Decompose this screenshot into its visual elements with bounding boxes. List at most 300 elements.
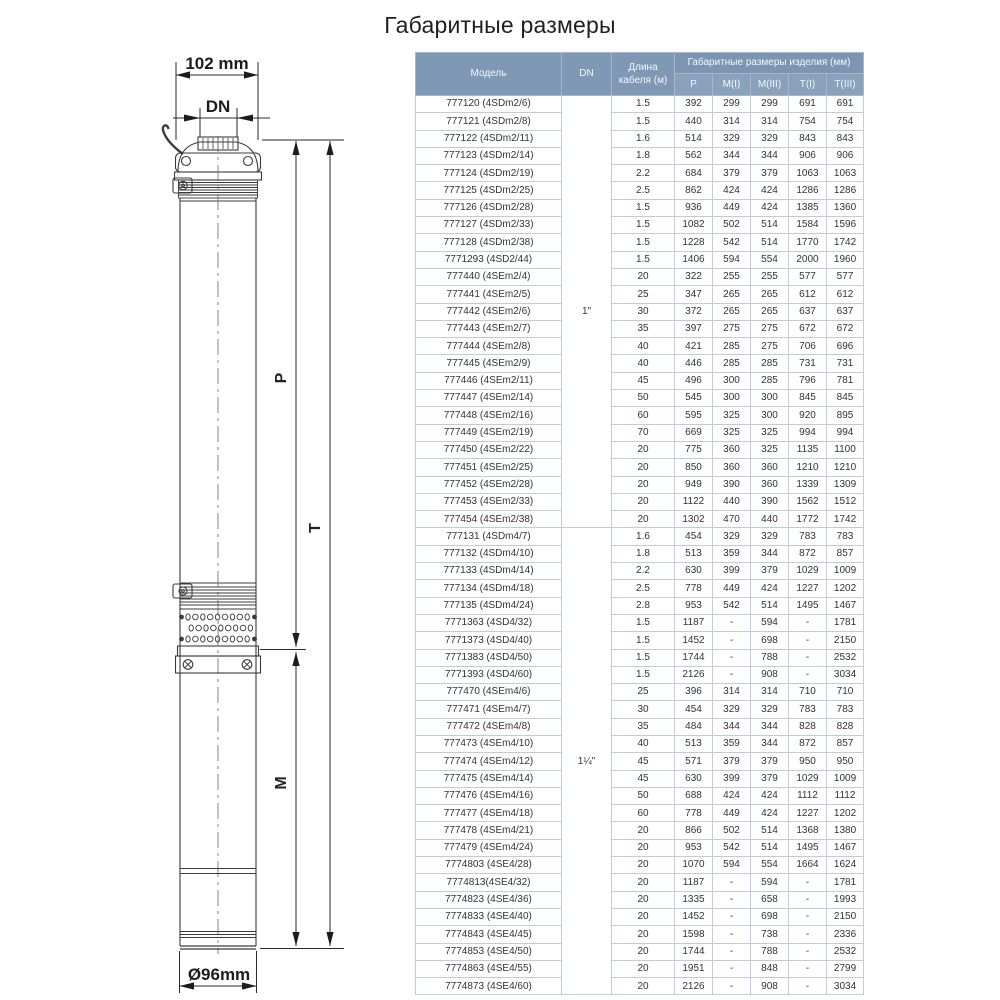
pump-diagram <box>120 40 360 1000</box>
dimension-cell: 594 <box>713 251 751 268</box>
dimension-cell: 637 <box>789 303 827 320</box>
screen-hole <box>230 636 234 642</box>
model-cell: 7771383 (4SD4/50) <box>416 649 562 666</box>
dimension-cell: 738 <box>751 926 789 943</box>
screen-hole <box>222 636 228 642</box>
table-row <box>416 822 864 839</box>
dimension-cell: 2000 <box>789 251 827 268</box>
dimension-cell: 379 <box>751 165 789 182</box>
dimension-cell: 778 <box>675 580 713 597</box>
dimension-cell: 344 <box>751 735 789 752</box>
dimension-cell: 446 <box>675 355 713 372</box>
dimension-cell: 1368 <box>789 822 827 839</box>
dimension-cell: 3034 <box>827 978 864 995</box>
model-cell: 777440 (4SEm2/4) <box>416 268 562 285</box>
table-row <box>416 753 864 770</box>
dimension-cell: 1187 <box>675 874 713 891</box>
dim-label-m: M <box>273 776 290 790</box>
screen-hole <box>233 625 237 631</box>
dimension-cell: 788 <box>751 943 789 960</box>
dimension-cell: 1286 <box>789 182 827 199</box>
model-cell: 777451 (4SEm2/25) <box>416 459 562 476</box>
col-header-miii: M(III) <box>751 74 789 96</box>
model-cell: 777479 (4SEm4/24) <box>416 839 562 856</box>
dimension-cell: - <box>713 874 751 891</box>
dimension-cell: 396 <box>675 684 713 701</box>
model-cell: 777449 (4SEm2/19) <box>416 424 562 441</box>
cable-length-cell: 40 <box>612 338 675 355</box>
dimension-cell: 594 <box>751 614 789 631</box>
dimension-cell: 1302 <box>675 511 713 528</box>
dimension-cell: 906 <box>789 147 827 164</box>
dimension-cell: - <box>713 891 751 908</box>
table-row <box>416 147 864 164</box>
table-row <box>416 511 864 528</box>
model-cell: 777122 (4SDm2/11) <box>416 130 562 147</box>
dimension-cell: 1772 <box>789 511 827 528</box>
model-cell: 7774803 (4SE4/28) <box>416 857 562 874</box>
cable-length-cell: 20 <box>612 908 675 925</box>
dimension-cell: 1122 <box>675 493 713 510</box>
dimension-cell: 857 <box>827 545 864 562</box>
dimension-cell: 953 <box>675 597 713 614</box>
col-header-mi: M(I) <box>713 74 751 96</box>
dimension-cell: 514 <box>751 839 789 856</box>
dimension-cell: 329 <box>713 130 751 147</box>
dimension-cell: 300 <box>751 390 789 407</box>
model-cell: 7771293 (4SD2/44) <box>416 251 562 268</box>
dim-label-96mm: Ø96mm <box>187 965 251 984</box>
table-row <box>416 857 864 874</box>
dimension-cell: 731 <box>827 355 864 372</box>
dimension-cell: 1070 <box>675 857 713 874</box>
cable-length-cell: 20 <box>612 960 675 977</box>
model-cell: 7774813(4SE4/32) <box>416 874 562 891</box>
dimension-cell: 1210 <box>789 459 827 476</box>
dimension-cell: - <box>789 908 827 925</box>
table-row <box>416 545 864 562</box>
dimension-cell: 2126 <box>675 978 713 995</box>
dimension-cell: 691 <box>789 96 827 113</box>
table-row <box>416 372 864 389</box>
model-cell: 777447 (4SEm2/14) <box>416 390 562 407</box>
dimension-cell: 514 <box>751 597 789 614</box>
table-row <box>416 320 864 337</box>
dimension-cell: 783 <box>789 528 827 545</box>
screen-hole <box>211 625 217 631</box>
cable-length-cell: 1.8 <box>612 147 675 164</box>
model-cell: 777477 (4SEm4/18) <box>416 805 562 822</box>
model-cell: 777120 (4SDm2/6) <box>416 96 562 113</box>
table-row <box>416 614 864 631</box>
dimension-cell: 994 <box>827 424 864 441</box>
cable-length-cell: 35 <box>612 718 675 735</box>
dimension-cell: - <box>789 649 827 666</box>
model-cell: 777452 (4SEm2/28) <box>416 476 562 493</box>
dimension-cell: 949 <box>675 476 713 493</box>
table-row <box>416 632 864 649</box>
screen-hole <box>201 614 205 620</box>
model-cell: 777472 (4SEm4/8) <box>416 718 562 735</box>
model-cell: 777475 (4SEm4/14) <box>416 770 562 787</box>
dimension-cell: 612 <box>789 286 827 303</box>
dimension-cell: 285 <box>751 372 789 389</box>
dimension-cell: 502 <box>713 822 751 839</box>
dimension-cell: 300 <box>751 407 789 424</box>
dimension-cell: 449 <box>713 199 751 216</box>
model-cell: 777446 (4SEm2/11) <box>416 372 562 389</box>
dimension-cell: 1512 <box>827 493 864 510</box>
dimension-cell: 285 <box>713 355 751 372</box>
cable-length-cell: 2.2 <box>612 165 675 182</box>
model-cell: 777450 (4SEm2/22) <box>416 441 562 458</box>
dimension-cell: 672 <box>827 320 864 337</box>
dimension-cell: 862 <box>675 182 713 199</box>
dimension-cell: 329 <box>751 701 789 718</box>
dimension-cell: 397 <box>675 320 713 337</box>
dimension-ptm <box>260 140 344 949</box>
cable-length-cell: 60 <box>612 407 675 424</box>
dimension-cell: 828 <box>789 718 827 735</box>
dimension-cell: 325 <box>713 424 751 441</box>
table-row <box>416 338 864 355</box>
dimension-cell: 392 <box>675 96 713 113</box>
model-cell: 777131 (4SDm4/7) <box>416 528 562 545</box>
dimension-cell: 325 <box>713 407 751 424</box>
dimension-cell: 1951 <box>675 960 713 977</box>
cable-length-cell: 20 <box>612 459 675 476</box>
dimension-cell: 1624 <box>827 857 864 874</box>
dimension-cell: 1227 <box>789 805 827 822</box>
dimension-cell: 872 <box>789 735 827 752</box>
dimension-cell: 275 <box>713 320 751 337</box>
cable-length-cell: 30 <box>612 701 675 718</box>
dimension-cell: 845 <box>789 390 827 407</box>
model-cell: 777134 (4SDm4/18) <box>416 580 562 597</box>
dimension-cell: 513 <box>675 735 713 752</box>
dimension-cell: 1135 <box>789 441 827 458</box>
dimension-cell: 300 <box>713 372 751 389</box>
dimension-cell: - <box>713 943 751 960</box>
dimension-cell: 484 <box>675 718 713 735</box>
dimension-cell: - <box>713 614 751 631</box>
dimension-cell: 390 <box>713 476 751 493</box>
screen-hole <box>207 636 213 642</box>
cable-hook <box>163 125 183 154</box>
cable-length-cell: 1.6 <box>612 528 675 545</box>
dimension-cell: 1210 <box>827 459 864 476</box>
dimension-cell: 1495 <box>789 839 827 856</box>
dimension-cell: 440 <box>713 493 751 510</box>
cable-length-cell: 1.8 <box>612 545 675 562</box>
dimension-cell: 514 <box>751 822 789 839</box>
dimension-cell: 577 <box>827 268 864 285</box>
cable-length-cell: 1.5 <box>612 96 675 113</box>
screen-hole <box>201 636 205 642</box>
dim-label-p: P <box>273 372 290 384</box>
cable-length-cell: 20 <box>612 891 675 908</box>
size-table-body <box>416 96 864 995</box>
dimension-cell: 255 <box>713 268 751 285</box>
dimension-cell: 1112 <box>827 787 864 804</box>
table-row <box>416 528 864 545</box>
model-cell: 777128 (4SDm2/38) <box>416 234 562 251</box>
table-row <box>416 908 864 925</box>
dimension-cell: 390 <box>751 493 789 510</box>
table-row <box>416 787 864 804</box>
dimension-cell: 314 <box>751 113 789 130</box>
table-row <box>416 234 864 251</box>
dimension-cell: 1562 <box>789 493 827 510</box>
dimension-cell: 360 <box>751 476 789 493</box>
dimension-cell: 325 <box>751 441 789 458</box>
dimension-cell: 688 <box>675 787 713 804</box>
dimension-cell: 953 <box>675 839 713 856</box>
dimension-cell: 1993 <box>827 891 864 908</box>
dimension-cell: - <box>789 960 827 977</box>
dimension-cell: 710 <box>789 684 827 701</box>
dim-label-t: T <box>307 523 324 533</box>
dimension-cell: 658 <box>751 891 789 908</box>
dimension-cell: 545 <box>675 390 713 407</box>
dimension-cell: 360 <box>713 441 751 458</box>
table-row <box>416 597 864 614</box>
dimensions-table <box>415 52 864 995</box>
cable-length-cell: 1.5 <box>612 614 675 631</box>
dimension-cell: 554 <box>751 857 789 874</box>
cable-length-cell: 45 <box>612 770 675 787</box>
screen-hole <box>219 625 223 631</box>
dimension-cell: 360 <box>751 459 789 476</box>
cable-length-cell: 70 <box>612 424 675 441</box>
cable-length-cell: 20 <box>612 511 675 528</box>
screen-hole <box>193 636 199 642</box>
cable-length-cell: 35 <box>612 320 675 337</box>
dimension-cell: 706 <box>789 338 827 355</box>
cable-length-cell: 1.6 <box>612 130 675 147</box>
dimension-cell: 424 <box>751 199 789 216</box>
table-row <box>416 874 864 891</box>
dimension-cell: 594 <box>713 857 751 874</box>
dimension-cell: 577 <box>789 268 827 285</box>
dimension-cell: 502 <box>713 217 751 234</box>
dimension-cell: 562 <box>675 147 713 164</box>
dimension-cell: 1339 <box>789 476 827 493</box>
dimension-cell: 775 <box>675 441 713 458</box>
dimension-cell: 470 <box>713 511 751 528</box>
screen-hole <box>240 625 246 631</box>
screen-hole <box>245 636 249 642</box>
dimension-cell: 828 <box>827 718 864 735</box>
dimension-cell: 781 <box>827 372 864 389</box>
screen-hole <box>248 625 252 631</box>
dimension-cell: 322 <box>675 268 713 285</box>
dimension-cell: 449 <box>713 580 751 597</box>
inlet-screen-holes <box>186 614 253 642</box>
table-row <box>416 182 864 199</box>
model-cell: 777473 (4SEm4/10) <box>416 735 562 752</box>
table-header <box>416 53 864 96</box>
page-title: Габаритные размеры <box>384 12 616 38</box>
dimension-cell: 399 <box>713 563 751 580</box>
dimension-cell: 421 <box>675 338 713 355</box>
dimension-cell: 314 <box>713 113 751 130</box>
dimension-cell: 379 <box>713 165 751 182</box>
dimension-cell: - <box>789 891 827 908</box>
dimension-cell: 379 <box>751 753 789 770</box>
dimension-cell: 691 <box>827 96 864 113</box>
table-row <box>416 355 864 372</box>
screen-hole <box>225 625 231 631</box>
cable-length-cell: 1.5 <box>612 113 675 130</box>
model-cell: 777476 (4SEm4/16) <box>416 787 562 804</box>
dimension-cell: 1009 <box>827 563 864 580</box>
model-cell: 777453 (4SEm2/33) <box>416 493 562 510</box>
cable-length-cell: 45 <box>612 753 675 770</box>
dimension-cell: - <box>789 978 827 995</box>
model-cell: 777127 (4SDm2/33) <box>416 217 562 234</box>
model-cell: 7771373 (4SD4/40) <box>416 632 562 649</box>
dimension-cell: 329 <box>713 701 751 718</box>
dimension-cell: 1598 <box>675 926 713 943</box>
table-row <box>416 407 864 424</box>
dimension-cell: 329 <box>713 528 751 545</box>
dimension-cell: 275 <box>751 338 789 355</box>
dimension-cell: 3034 <box>827 666 864 683</box>
dimension-cell: 669 <box>675 424 713 441</box>
dimension-cell: 1664 <box>789 857 827 874</box>
dimension-cell: 630 <box>675 770 713 787</box>
table-row <box>416 666 864 683</box>
dimension-cell: 2532 <box>827 649 864 666</box>
dimension-cell: 754 <box>827 113 864 130</box>
dimension-cell: 1744 <box>675 943 713 960</box>
dimension-cell: 344 <box>751 718 789 735</box>
dimension-cell: 372 <box>675 303 713 320</box>
dimension-cell: 1452 <box>675 908 713 925</box>
cable-length-cell: 20 <box>612 268 675 285</box>
dimension-cell: 848 <box>751 960 789 977</box>
table-row <box>416 165 864 182</box>
dimension-cell: 1452 <box>675 632 713 649</box>
dimension-cell: 1029 <box>789 770 827 787</box>
model-cell: 777471 (4SEm4/7) <box>416 701 562 718</box>
model-cell: 7774853 (4SE4/50) <box>416 943 562 960</box>
dimension-cell: 299 <box>751 96 789 113</box>
screen-hole <box>196 625 202 631</box>
cable-length-cell: 45 <box>612 372 675 389</box>
dn-cell: 1" <box>562 96 612 528</box>
cable-length-cell: 25 <box>612 286 675 303</box>
screen-hole <box>230 614 234 620</box>
dimension-cell: 710 <box>827 684 864 701</box>
dimension-cell: 449 <box>713 805 751 822</box>
table-row <box>416 390 864 407</box>
col-header-tiii: T(III) <box>827 74 864 96</box>
cable-length-cell: 20 <box>612 476 675 493</box>
dimension-cell: 542 <box>713 839 751 856</box>
cable-length-cell: 2.8 <box>612 597 675 614</box>
dim-label-102mm: 102 mm <box>185 54 249 73</box>
dimension-cell: 496 <box>675 372 713 389</box>
dimension-cell: 325 <box>751 424 789 441</box>
cable-length-cell: 20 <box>612 822 675 839</box>
cable-length-cell: 2.5 <box>612 182 675 199</box>
dimension-cell: 1781 <box>827 614 864 631</box>
cable-length-cell: 2.5 <box>612 580 675 597</box>
dimension-cell: - <box>713 649 751 666</box>
dimension-cell: 1063 <box>827 165 864 182</box>
table-row <box>416 684 864 701</box>
table-row <box>416 735 864 752</box>
table-row <box>416 199 864 216</box>
dimension-cell: 1596 <box>827 217 864 234</box>
screen-hole <box>237 614 243 620</box>
dimension-cell: - <box>713 666 751 683</box>
table-row <box>416 424 864 441</box>
cable-length-cell: 1.5 <box>612 251 675 268</box>
dimension-cell: 424 <box>751 182 789 199</box>
model-cell: 777478 (4SEm4/21) <box>416 822 562 839</box>
table-row <box>416 839 864 856</box>
dimension-cell: 595 <box>675 407 713 424</box>
dimension-cell: 920 <box>789 407 827 424</box>
table-row <box>416 960 864 977</box>
table-row <box>416 943 864 960</box>
table-row <box>416 96 864 113</box>
model-cell: 7774833 (4SE4/40) <box>416 908 562 925</box>
model-cell: 777125 (4SDm2/25) <box>416 182 562 199</box>
dimension-cell: 314 <box>751 684 789 701</box>
screen-hole <box>189 625 193 631</box>
dimension-cell: 936 <box>675 199 713 216</box>
table-row <box>416 718 864 735</box>
cable-length-cell: 20 <box>612 943 675 960</box>
dimension-cell: 424 <box>713 182 751 199</box>
dimension-cell: 1960 <box>827 251 864 268</box>
dimension-cell: 908 <box>751 666 789 683</box>
dimension-cell: 314 <box>713 684 751 701</box>
dimension-cell: 542 <box>713 234 751 251</box>
dimension-cell: 778 <box>675 805 713 822</box>
dimension-cell: 513 <box>675 545 713 562</box>
dimension-cell: - <box>789 943 827 960</box>
dimension-cell: 514 <box>751 234 789 251</box>
dimension-cell: 994 <box>789 424 827 441</box>
model-cell: 777445 (4SEm2/9) <box>416 355 562 372</box>
model-cell: 777441 (4SEm2/5) <box>416 286 562 303</box>
dimension-cell: - <box>789 874 827 891</box>
table-row <box>416 891 864 908</box>
col-header-cable: Длина кабеля (м) <box>612 53 675 96</box>
screen-hole <box>186 636 190 642</box>
dimension-cell: 360 <box>713 459 751 476</box>
table-row <box>416 493 864 510</box>
dimension-cell: 275 <box>751 320 789 337</box>
dimension-cell: 359 <box>713 735 751 752</box>
cable-length-cell: 50 <box>612 787 675 804</box>
table-row <box>416 701 864 718</box>
screen-hole <box>186 614 190 620</box>
dimension-cell: 1100 <box>827 441 864 458</box>
dimension-cell: 1335 <box>675 891 713 908</box>
dimension-cell: 1228 <box>675 234 713 251</box>
dimension-cell: 843 <box>827 130 864 147</box>
dimension-cell: 843 <box>789 130 827 147</box>
cable-length-cell: 20 <box>612 493 675 510</box>
dimension-cell: 285 <box>713 338 751 355</box>
table-row <box>416 978 864 995</box>
